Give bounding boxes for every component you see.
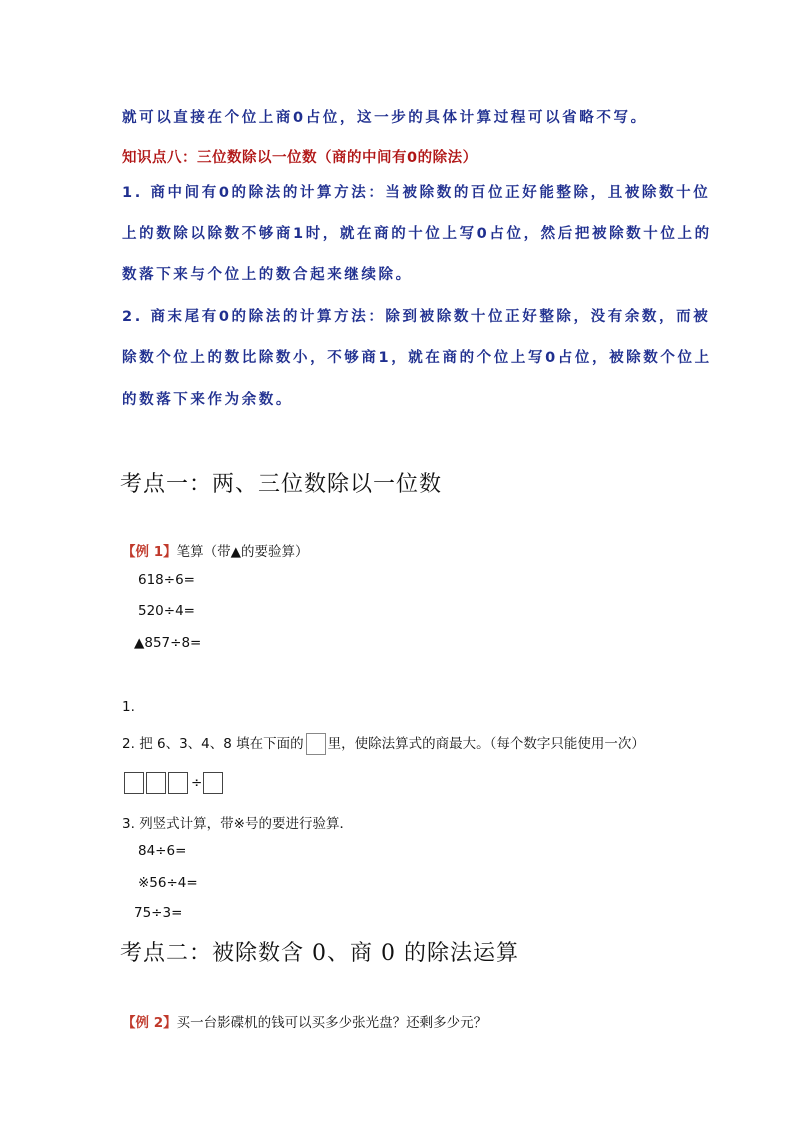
section-title-1: 考点一：两、三位数除以一位数 — [120, 472, 443, 497]
knowledge-text-line: 1. 商中间有0的除法的计算方法：当被除数的百位正好能整除，且被除数十位 — [122, 185, 711, 201]
division-boxes — [124, 772, 225, 794]
digit-box[interactable] — [124, 772, 144, 794]
example-text: 笔算（带▲的要验算） — [176, 544, 309, 560]
digit-box[interactable] — [203, 772, 223, 794]
example-1 — [122, 540, 308, 560]
knowledge-text-line: 上的数除以除数不够商1时，就在商的十位上写0占位，然后把被除数十位上的 — [122, 226, 712, 242]
knowledge-text-line: 2. 商末尾有0的除法的计算方法：除到被除数十位正好整除，没有余数，而被 — [122, 309, 711, 325]
question-number: 3. — [122, 816, 135, 832]
blank-box-icon — [306, 733, 326, 755]
q3-problem: 84÷6= — [138, 843, 187, 859]
q3-problem: ※56÷4= — [138, 875, 198, 891]
ex1-problem: 618÷6= — [138, 572, 195, 588]
example-text: 买一台影碟机的钱可以买多少张光盘？还剩多少元？ — [176, 1015, 488, 1031]
section-title-2: 考点二：被除数含 0、商 0 的除法运算 — [120, 941, 519, 966]
question-2 — [122, 732, 645, 755]
example-tag: 【例 1】 — [122, 544, 177, 560]
example-tag: 【例 2】 — [122, 1015, 177, 1031]
example-2 — [122, 1011, 487, 1031]
question-3 — [122, 812, 353, 832]
question-text: 把 6、3、4、8 填在下面的 — [139, 736, 304, 752]
knowledge-point-8-title: 知识点八：三位数除以一位数（商的中间有0的除法） — [122, 150, 478, 166]
ex1-problem: ▲857÷8= — [134, 635, 202, 651]
question-number: 2. — [122, 736, 135, 752]
knowledge-text-line: 数落下来与个位上的数合起来继续除。 — [122, 267, 413, 283]
knowledge-text-line: 的数落下来作为余数。 — [122, 392, 293, 408]
question-text: 里，使除法算式的商最大。（每个数字只能使用一次） — [327, 736, 645, 752]
q3-problem: 75÷3= — [134, 905, 183, 921]
knowledge-text-line: 除数个位上的数比除数小，不够商1，就在商的个位上写0占位，被除数个位上 — [122, 350, 712, 366]
knowledge-text-line: 就可以直接在个位上商0占位，这一步的具体计算过程可以省略不写。 — [122, 110, 648, 126]
question-text: 列竖式计算，带※号的要进行验算． — [139, 816, 353, 832]
division-sign: ÷ — [191, 775, 203, 791]
digit-box[interactable] — [146, 772, 166, 794]
digit-box[interactable] — [168, 772, 188, 794]
question-1-number: 1. — [122, 699, 135, 715]
ex1-problem: 520÷4= — [138, 603, 195, 619]
